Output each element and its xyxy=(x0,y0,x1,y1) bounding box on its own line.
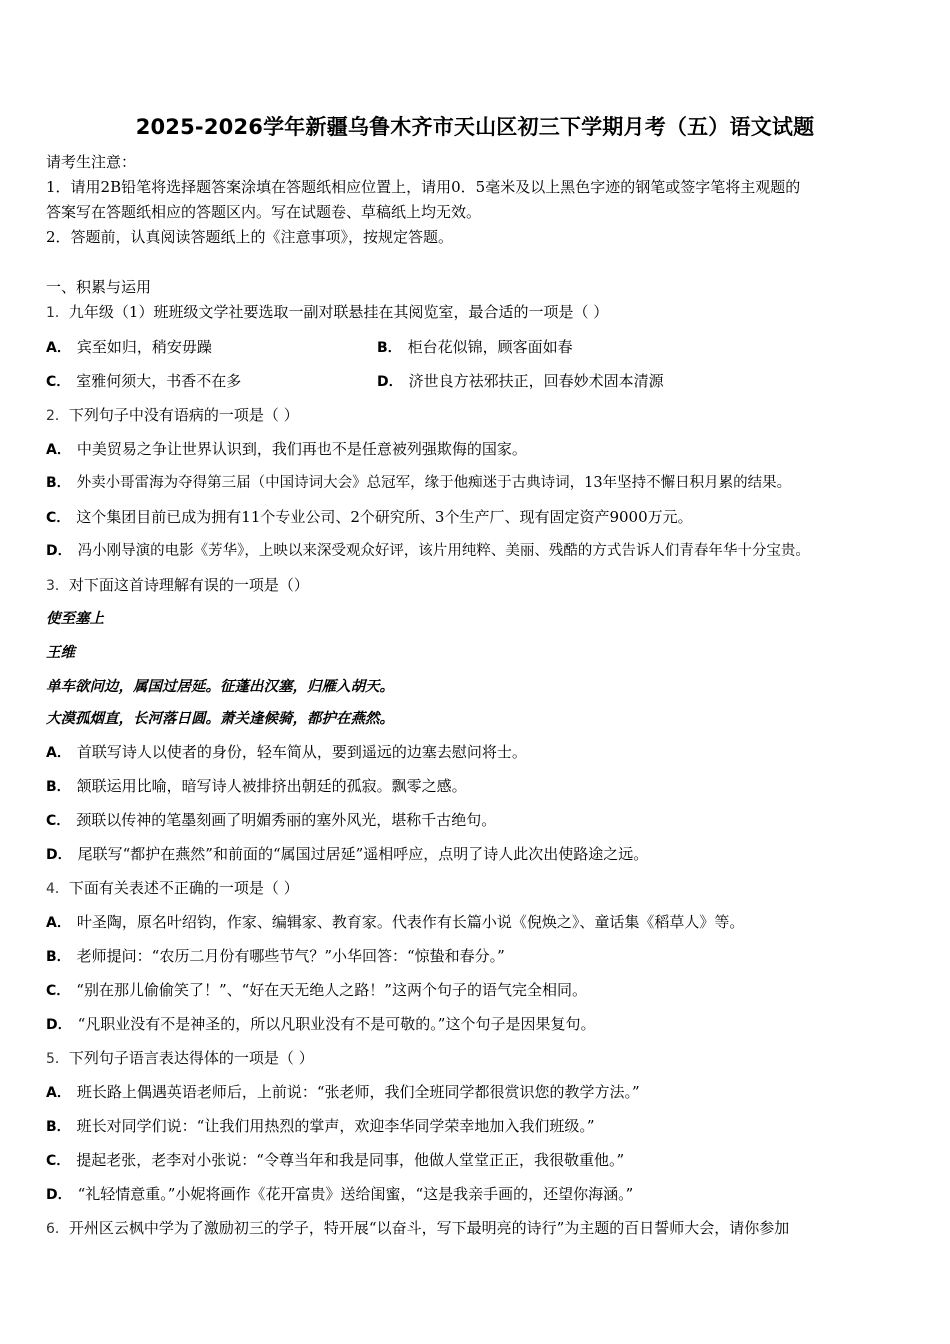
option-text: 这个集团目前已成为拥有11个专业公司、2个研究所、3个生产厂、现有固定资产9000万元。 xyxy=(76,508,693,526)
q5-option-a[interactable] xyxy=(46,1082,640,1103)
q2-option-b[interactable] xyxy=(46,473,791,493)
question-stem: 下面有关表述不正确的一项是（ ） xyxy=(68,879,299,897)
question-number: 2． xyxy=(46,408,69,424)
poem-author: 王维 xyxy=(46,644,75,661)
q1-option-a[interactable] xyxy=(46,337,212,358)
option-text: “礼轻情意重。”小妮将画作《花开富贵》送给闺蜜，“这是我亲手画的，还望你海涵。” xyxy=(77,1185,634,1203)
q2-option-a[interactable] xyxy=(46,439,527,460)
question-number: 6． xyxy=(46,1221,69,1237)
option-label: C． xyxy=(46,374,71,390)
section-heading: 一、积累与运用 xyxy=(46,278,152,296)
question-stem: 开州区云枫中学为了激励初三的学子，特开展“以奋斗，写下最明亮的诗行”为主题的百日誓师大会，请你参加 xyxy=(68,1219,790,1237)
option-text: 冯小刚导演的电影《芳华》，上映以来深受观众好评，该片用纯粹、美丽、残酷的方式告诉人们青春年华十分宝贵。 xyxy=(77,543,810,559)
poem-title: 使至塞上 xyxy=(46,610,104,627)
option-label: B． xyxy=(46,779,71,795)
option-label: B． xyxy=(46,949,71,965)
q5-option-d[interactable] xyxy=(46,1184,633,1205)
question-3 xyxy=(46,575,309,596)
question-2 xyxy=(46,405,299,426)
q4-option-b[interactable] xyxy=(46,946,505,967)
option-text: 中美贸易之争让世界认识到，我们再也不是任意被列强欺侮的国家。 xyxy=(76,440,527,458)
question-number: 5． xyxy=(46,1051,69,1067)
option-text: 室雅何须大，书香不在多 xyxy=(76,372,242,390)
question-1 xyxy=(46,302,608,323)
option-text: “凡职业没有不是神圣的，所以凡职业没有不是可敬的。”这个句子是因果复句。 xyxy=(77,1015,596,1033)
question-stem: 九年级（1）班班级文学社要选取一副对联悬挂在其阅览室，最合适的一项是（ ） xyxy=(68,303,609,321)
q2-option-c[interactable] xyxy=(46,507,693,528)
q5-option-b[interactable] xyxy=(46,1116,595,1137)
option-label: B． xyxy=(46,1119,71,1135)
option-text: 颔联运用比喻，暗写诗人被排挤出朝廷的孤寂。飘零之感。 xyxy=(76,777,467,795)
option-text: 柜台花似锦，顾客面如春 xyxy=(407,338,573,356)
question-number: 1． xyxy=(46,305,69,321)
option-text: 班长对同学们说：“让我们用热烈的掌声，欢迎李华同学荣幸地加入我们班级。” xyxy=(76,1117,595,1135)
notice-item-2: 2．答题前，认真阅读答题纸上的《注意事项》，按规定答题。 xyxy=(46,228,454,246)
option-label: A． xyxy=(46,442,71,458)
option-label: B． xyxy=(377,340,402,356)
q1-option-b[interactable] xyxy=(377,337,573,358)
option-label: A． xyxy=(46,340,71,356)
q2-option-d[interactable] xyxy=(46,541,810,561)
option-label: C． xyxy=(46,813,71,829)
question-5 xyxy=(46,1048,314,1069)
option-label: C． xyxy=(46,510,71,526)
q3-option-a[interactable] xyxy=(46,742,527,763)
option-label: D． xyxy=(46,543,72,559)
q5-option-c[interactable] xyxy=(46,1150,624,1171)
option-label: A． xyxy=(46,745,71,761)
q1-option-c[interactable] xyxy=(46,371,241,392)
option-text: 叶圣陶，原名叶绍钧，作家、编辑家、教育家。代表作有长篇小说《倪焕之》、童话集《稻草人》等。 xyxy=(76,913,745,931)
poem-line-2: 大漠孤烟直，长河落日圆。萧关逢候骑，都护在燕然。 xyxy=(46,710,394,727)
question-stem: 下列句子中没有语病的一项是（ ） xyxy=(68,406,299,424)
option-label: D． xyxy=(46,847,72,863)
question-stem: 对下面这首诗理解有误的一项是（） xyxy=(68,576,309,594)
notice-heading: 请考生注意： xyxy=(46,153,137,171)
question-4 xyxy=(46,878,299,899)
q4-option-a[interactable] xyxy=(46,912,744,933)
option-label: B． xyxy=(46,475,71,491)
option-text: 济世良方祛邪扶正，回春妙术固本清源 xyxy=(408,372,664,390)
q4-option-d[interactable] xyxy=(46,1014,595,1035)
option-label: D． xyxy=(46,1017,72,1033)
option-text: 班长路上偶遇英语老师后，上前说：“张老师，我们全班同学都很赏识您的教学方法。” xyxy=(76,1083,640,1101)
option-text: 宾至如归，稍安毋躁 xyxy=(76,338,212,356)
question-number: 4． xyxy=(46,881,69,897)
option-text: 颈联以传神的笔墨刻画了明媚秀丽的塞外风光，堪称千古绝句。 xyxy=(76,811,497,829)
q4-option-c[interactable] xyxy=(46,980,587,1001)
question-number: 3． xyxy=(46,578,69,594)
option-text: 尾联写“都护在燕然”和前面的“属国过居延”遥相呼应，点明了诗人此次出使路途之远。 xyxy=(77,845,649,863)
option-label: C． xyxy=(46,983,71,999)
option-text: “别在那儿偷偷笑了！”、“好在天无绝人之路！”这两个句子的语气完全相同。 xyxy=(76,981,587,999)
question-6 xyxy=(46,1218,789,1239)
option-label: D． xyxy=(377,374,403,390)
page-title: 2025-2026学年新疆乌鲁木齐市天山区初三下学期月考（五）语文试题 xyxy=(135,115,815,139)
option-label: A． xyxy=(46,915,71,931)
q1-option-d[interactable] xyxy=(377,371,664,392)
q3-option-b[interactable] xyxy=(46,776,467,797)
option-label: D． xyxy=(46,1187,72,1203)
option-label: C． xyxy=(46,1153,71,1169)
q3-option-d[interactable] xyxy=(46,844,648,865)
option-text: 提起老张，老李对小张说：“令尊当年和我是同事，他做人堂堂正正，我很敬重他。” xyxy=(76,1151,625,1169)
question-stem: 下列句子语言表达得体的一项是（ ） xyxy=(68,1049,314,1067)
q3-option-c[interactable] xyxy=(46,810,496,831)
notice-item-1-line-1: 1．请用2B铅笔将选择题答案涂填在答题纸相应位置上，请用0．5毫米及以上黑色字迹的钢笔或签字笔将主观题的 xyxy=(46,178,801,196)
option-text: 外卖小哥雷海为夺得第三届（中国诗词大会》总冠军，缘于他痴迷于古典诗词，13年坚持不懈日积月累的结果。 xyxy=(76,475,792,491)
poem-line-1: 单车欲问边，属国过居延。征蓬出汉塞，归雁入胡天。 xyxy=(46,678,394,695)
option-text: 首联写诗人以使者的身份，轻车简从，要到遥远的边塞去慰问将士。 xyxy=(76,743,527,761)
option-text: 老师提问：“农历二月份有哪些节气？”小华回答：“惊蛰和春分。” xyxy=(76,947,505,965)
option-label: A． xyxy=(46,1085,71,1101)
notice-item-1-line-2: 答案写在答题纸相应的答题区内。写在试题卷、草稿纸上均无效。 xyxy=(46,203,482,221)
